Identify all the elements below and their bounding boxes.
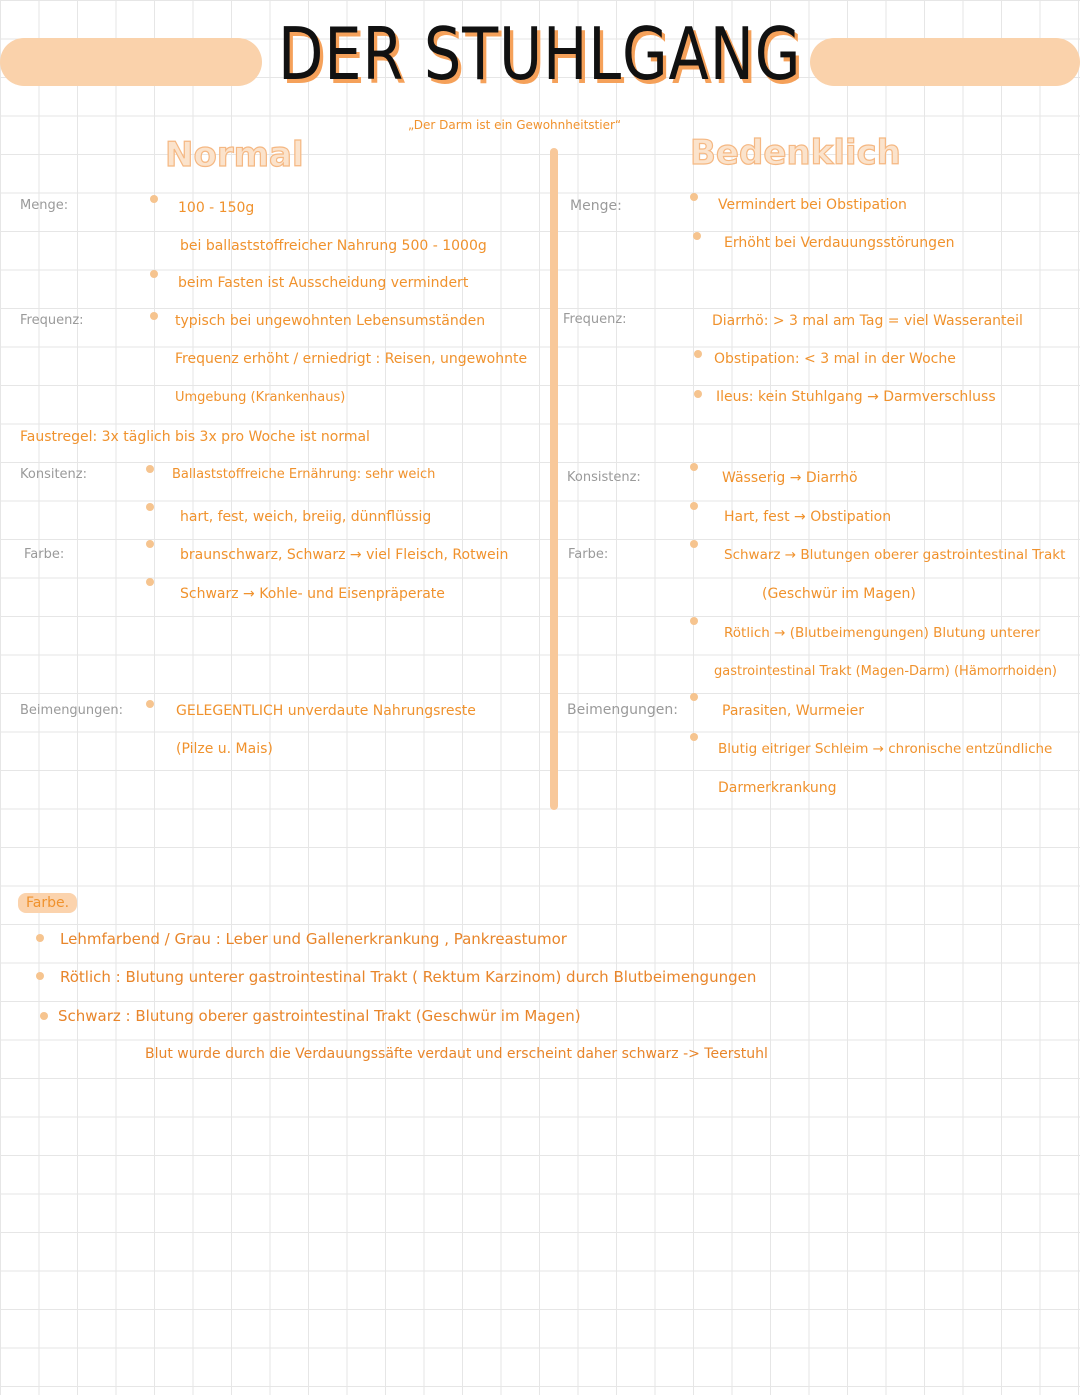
bullet <box>693 232 701 240</box>
normal-konsistenz-1: Ballaststoffreiche Ernährung: sehr weich <box>172 467 436 482</box>
bullet <box>690 463 698 471</box>
bedenklich-menge-2: Erhöht bei Verdauungsstörungen <box>724 235 955 251</box>
normal-beimengungen-1: GELEGENTLICH unverdaute Nahrungsreste <box>176 703 476 719</box>
bedenklich-farbe-3: Rötlich → (Blutbeimengungen) Blutung unterer <box>724 625 1040 641</box>
bedenklich-farbe-1: Schwarz → Blutungen oberer gastrointestinal Trakt <box>724 547 1066 563</box>
bullet <box>694 390 702 398</box>
normal-frequenz-1: typisch bei ungewohnten Lebensumständen <box>175 313 486 329</box>
bedenklich-menge-label: Menge: <box>570 198 622 214</box>
bullet <box>694 350 702 358</box>
bullet <box>40 1012 48 1020</box>
normal-frequenz-3: Umgebung (Krankenhaus) <box>175 390 346 405</box>
bedenklich-konsistenz-1: Wässerig → Diarrhö <box>722 470 858 486</box>
bullet <box>36 934 44 942</box>
title-band-left <box>0 38 262 86</box>
bedenklich-beimengungen-1: Parasiten, Wurmeier <box>722 703 865 719</box>
bullet <box>150 270 158 278</box>
page-subtitle: „Der Darm ist ein Gewohnheitstier“ <box>408 118 622 132</box>
normal-konsistenz-2: hart, fest, weich, breiig, dünnflüssig <box>180 509 432 525</box>
bullet <box>690 193 698 201</box>
bedenklich-frequenz-label: Frequenz: <box>563 312 627 327</box>
bullet <box>146 465 154 473</box>
bullet <box>150 195 158 203</box>
normal-farbe-label: Farbe: <box>24 547 65 562</box>
bullet <box>690 540 698 548</box>
farbe-item-schwarz: Schwarz : Blutung oberer gastrointestinal Trakt (Geschwür im Magen) <box>58 1007 581 1025</box>
bullet <box>146 540 154 548</box>
title-band-right <box>810 38 1080 86</box>
normal-farbe-1: braunschwarz, Schwarz → viel Fleisch, Rotwein <box>180 547 509 563</box>
normal-faustregel: Faustregel: 3x täglich bis 3x pro Woche ist normal <box>20 429 370 445</box>
bullet <box>690 617 698 625</box>
bedenklich-beimengungen-label: Beimengungen: <box>567 702 678 718</box>
bedenklich-beimengungen-3: Darmerkrankung <box>718 780 837 796</box>
column-divider <box>550 148 558 810</box>
bedenklich-beimengungen-2: Blutig eitriger Schleim → chronische entzündliche <box>718 741 1053 757</box>
bedenklich-heading: Bedenklich <box>690 133 901 173</box>
normal-frequenz-label: Frequenz: <box>20 313 84 328</box>
normal-beimengungen-2: (Pilze u. Mais) <box>176 741 273 757</box>
normal-menge-3: beim Fasten ist Ausscheidung vermindert <box>178 275 469 291</box>
bedenklich-frequenz-3: Ileus: kein Stuhlgang → Darmverschluss <box>716 389 996 405</box>
farbe-badge: Farbe. <box>18 893 77 913</box>
bedenklich-konsistenz-2: Hart, fest → Obstipation <box>724 509 892 525</box>
normal-farbe-2: Schwarz → Kohle- und Eisenpräperate <box>180 586 445 602</box>
normal-heading: Normal <box>165 135 304 175</box>
bullet <box>690 502 698 510</box>
normal-frequenz-2: Frequenz erhöht / erniedrigt : Reisen, ungewohnte <box>175 351 528 367</box>
bedenklich-farbe-2: (Geschwür im Magen) <box>762 586 916 602</box>
bullet <box>146 503 154 511</box>
bedenklich-farbe-4: gastrointestinal Trakt (Magen-Darm) (Hämorrhoiden) <box>714 664 1058 679</box>
farbe-note: Blut wurde durch die Verdauungssäfte verdaut und erscheint daher schwarz -> Teerstuhl <box>145 1046 768 1062</box>
bedenklich-frequenz-1: Diarrhö: > 3 mal am Tag = viel Wasseranteil <box>712 313 1023 329</box>
page-title: DER STUHLGANG <box>278 12 802 96</box>
bullet <box>146 578 154 586</box>
farbe-item-lehmfarbend: Lehmfarbend / Grau : Leber und Gallenerkrankung , Pankreastumor <box>60 930 567 948</box>
normal-menge-label: Menge: <box>20 198 69 213</box>
bedenklich-frequenz-2: Obstipation: < 3 mal in der Woche <box>714 351 956 367</box>
bullet <box>690 693 698 701</box>
bedenklich-farbe-label: Farbe: <box>568 547 609 562</box>
normal-menge-2: bei ballaststoffreicher Nahrung 500 - 1000g <box>180 238 487 254</box>
normal-konsistenz-label: Konsitenz: <box>20 467 87 482</box>
bullet <box>690 733 698 741</box>
farbe-item-roetlich: Rötlich : Blutung unterer gastrointestinal Trakt ( Rektum Karzinom) durch Blutbeimengungen <box>60 968 757 986</box>
bullet <box>36 972 44 980</box>
normal-beimengungen-label: Beimengungen: <box>20 703 124 718</box>
bullet <box>146 700 154 708</box>
bedenklich-menge-1: Vermindert bei Obstipation <box>718 197 907 213</box>
bedenklich-konsistenz-label: Konsistenz: <box>567 470 641 485</box>
normal-menge-1: 100 - 150g <box>178 200 255 216</box>
bullet <box>150 312 158 320</box>
